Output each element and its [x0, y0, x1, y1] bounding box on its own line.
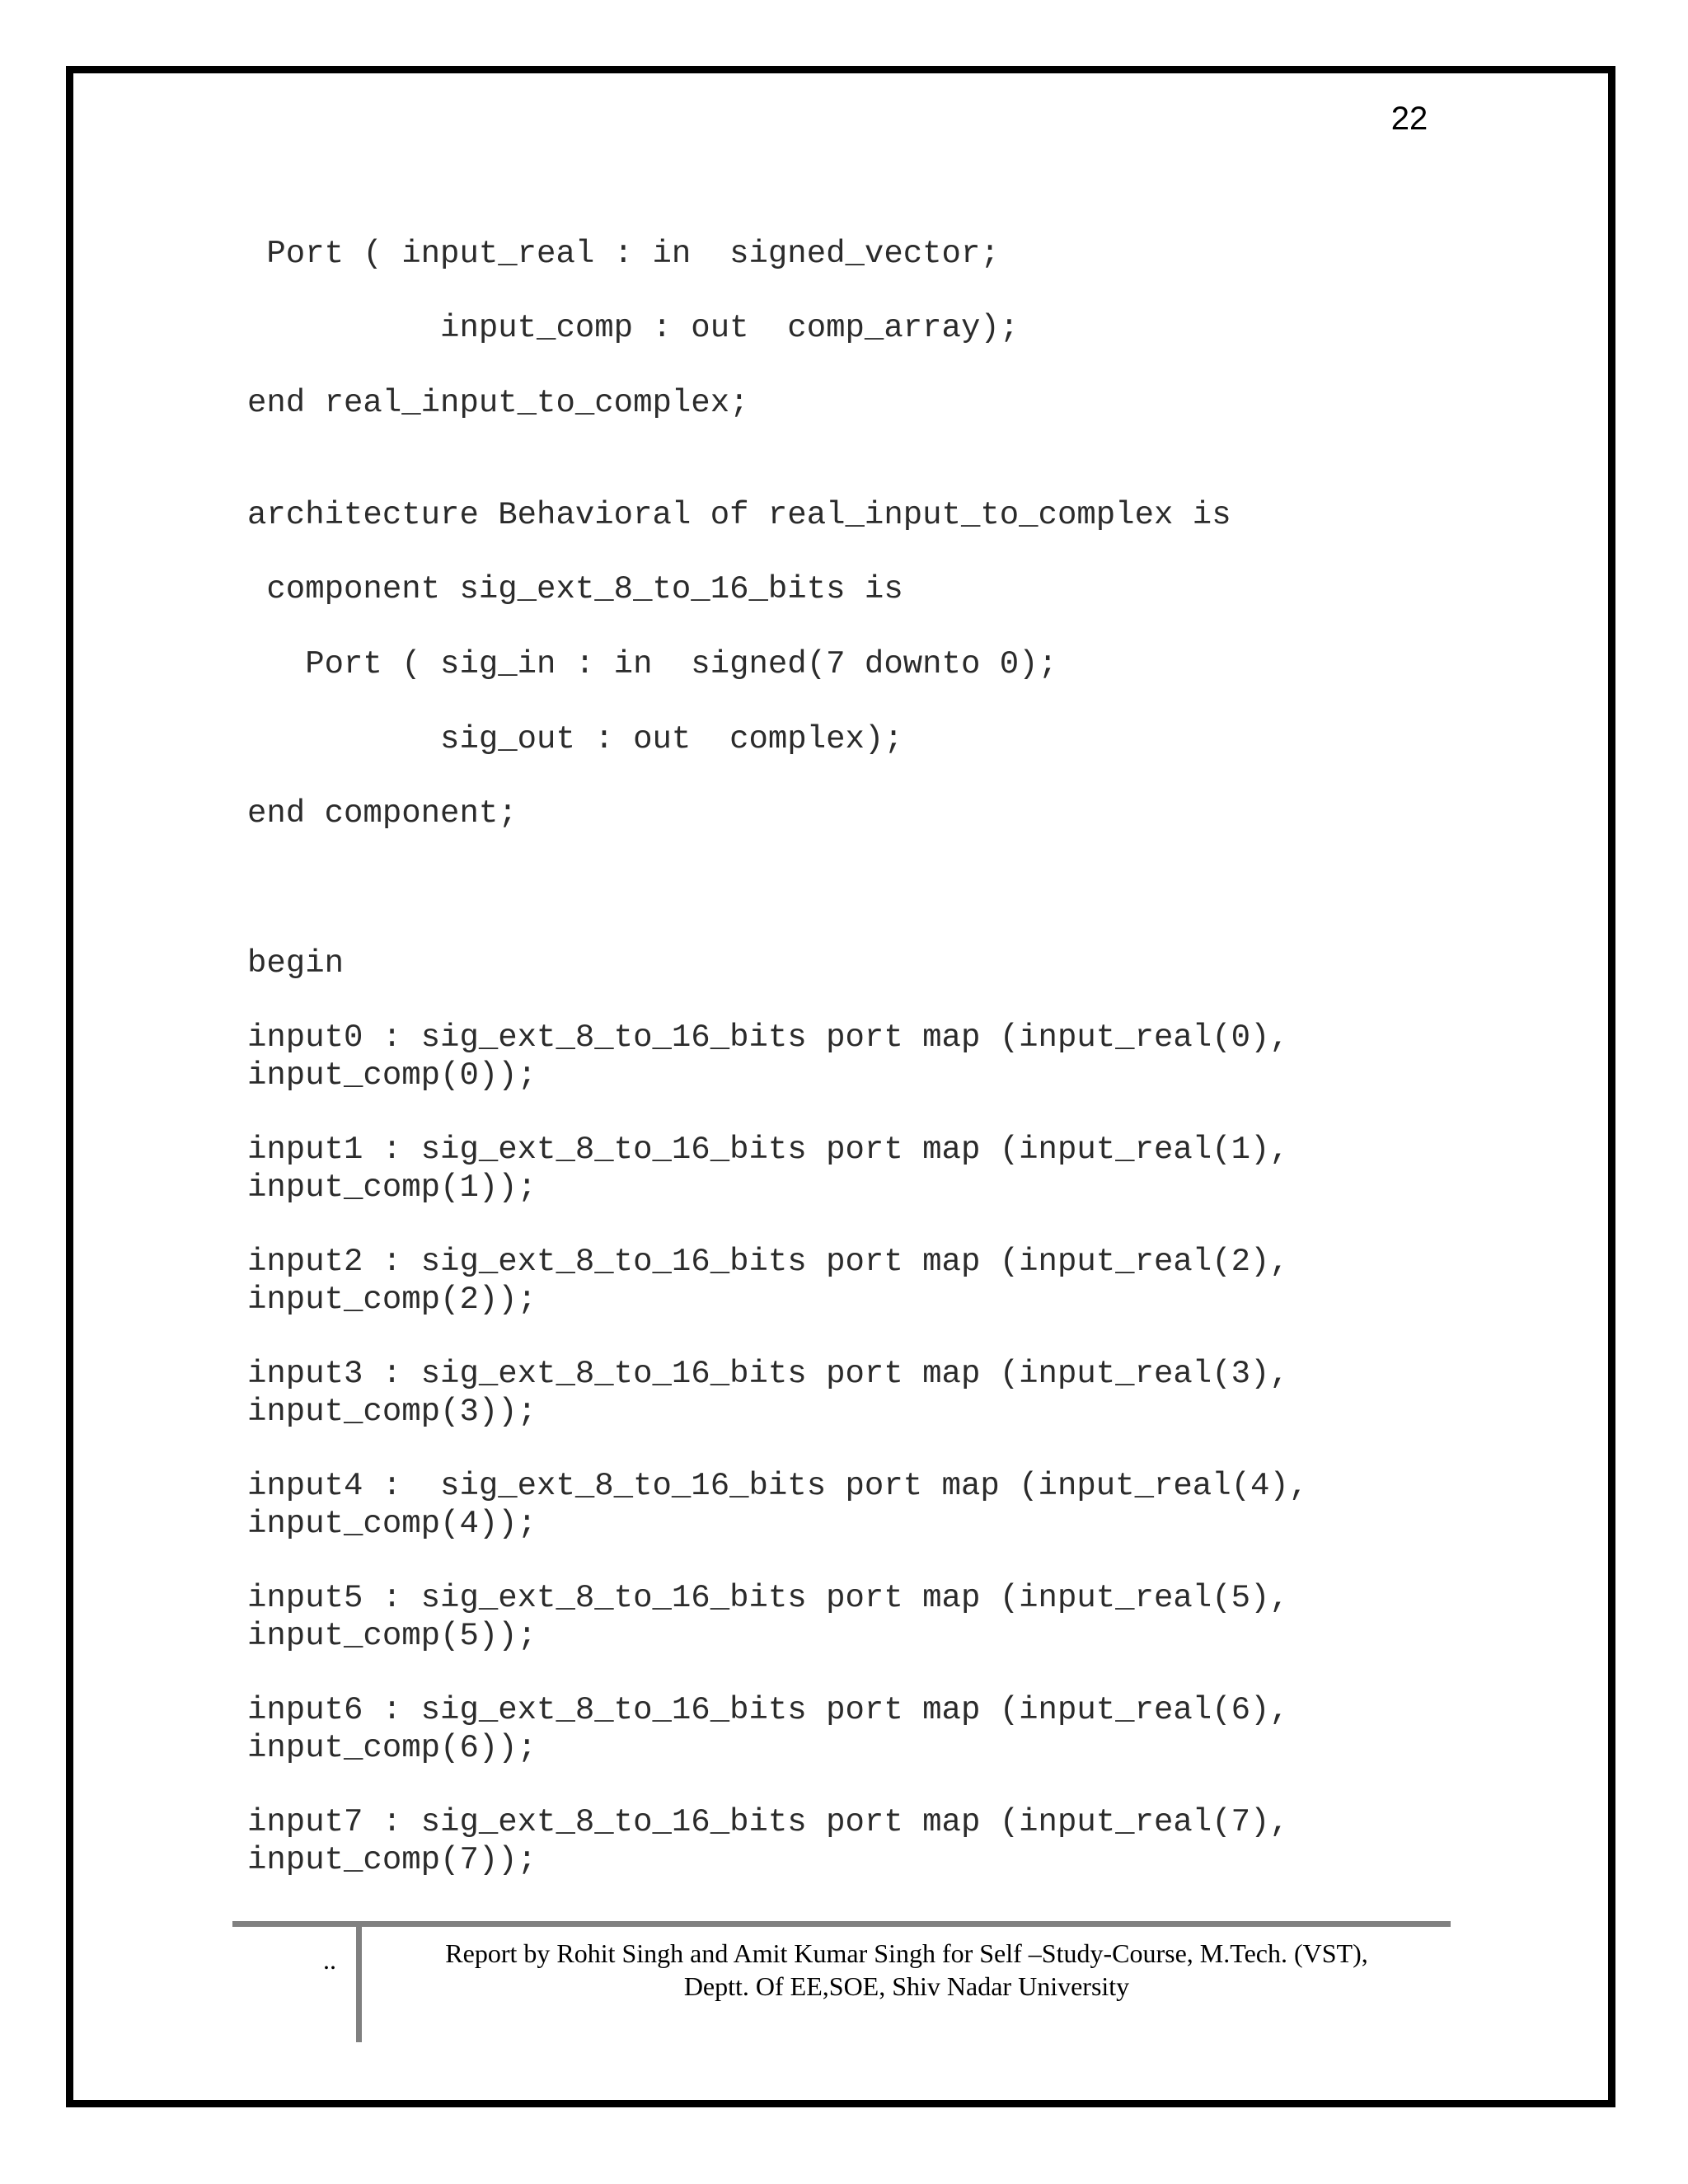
instance-line: input5 : sig_ext_8_to_16_bits port map (input_real(5), [247, 1580, 1289, 1616]
instance-line-cont: input_comp(1)); [247, 1169, 537, 1206]
instance-line: input0 : sig_ext_8_to_16_bits port map (input_real(0), [247, 1019, 1289, 1056]
instance-line-cont: input_comp(2)); [247, 1282, 537, 1318]
instance-line: input1 : sig_ext_8_to_16_bits port map (input_real(1), [247, 1132, 1289, 1168]
code-line-component: component sig_ext_8_to_16_bits is [247, 571, 903, 607]
code-line-end-component: end component; [247, 795, 518, 832]
instance-line-cont: input_comp(0)); [247, 1057, 537, 1094]
footer-line-2: Deptt. Of EE,SOE, Shiv Nadar University [683, 1971, 1130, 2001]
code-line-component-port-out: sig_out : out complex); [247, 721, 903, 757]
instance-line-cont: input_comp(7)); [247, 1842, 537, 1878]
footer-mark: .. [323, 1945, 336, 1975]
instance-line: input7 : sig_ext_8_to_16_bits port map (input_real(7), [247, 1804, 1289, 1840]
instance-line-cont: input_comp(3)); [247, 1394, 537, 1430]
code-line-architecture: architecture Behavioral of real_input_to_complex is [247, 497, 1231, 533]
code-line-port-comp: input_comp : out comp_array); [247, 310, 1020, 346]
instance-line: input4 : sig_ext_8_to_16_bits port map (input_real(4), [247, 1468, 1309, 1504]
instance-line: input6 : sig_ext_8_to_16_bits port map (input_real(6), [247, 1692, 1289, 1728]
footer-rule [232, 1921, 1451, 1927]
instance-line: input2 : sig_ext_8_to_16_bits port map (input_real(2), [247, 1244, 1289, 1280]
instance-line: input3 : sig_ext_8_to_16_bits port map (input_real(3), [247, 1356, 1289, 1392]
footer-line-1: Report by Rohit Singh and Amit Kumar Singh for Self –Study-Course, M.Tech. (VST), [445, 1938, 1368, 1968]
instance-line-cont: input_comp(6)); [247, 1730, 537, 1766]
code-line-end-entity: end real_input_to_complex; [247, 385, 749, 421]
instance-line-cont: input_comp(5)); [247, 1618, 537, 1654]
code-line-begin: begin [247, 945, 345, 982]
code-line-component-port: Port ( sig_in : in signed(7 downto 0); [247, 646, 1057, 682]
instance-line-cont: input_comp(4)); [247, 1506, 537, 1542]
footer-divider [356, 1927, 362, 2042]
code-line-port: Port ( input_real : in signed_vector; [247, 236, 1000, 272]
footer-text [379, 1937, 1434, 2003]
page-number: 22 [1390, 101, 1428, 137]
